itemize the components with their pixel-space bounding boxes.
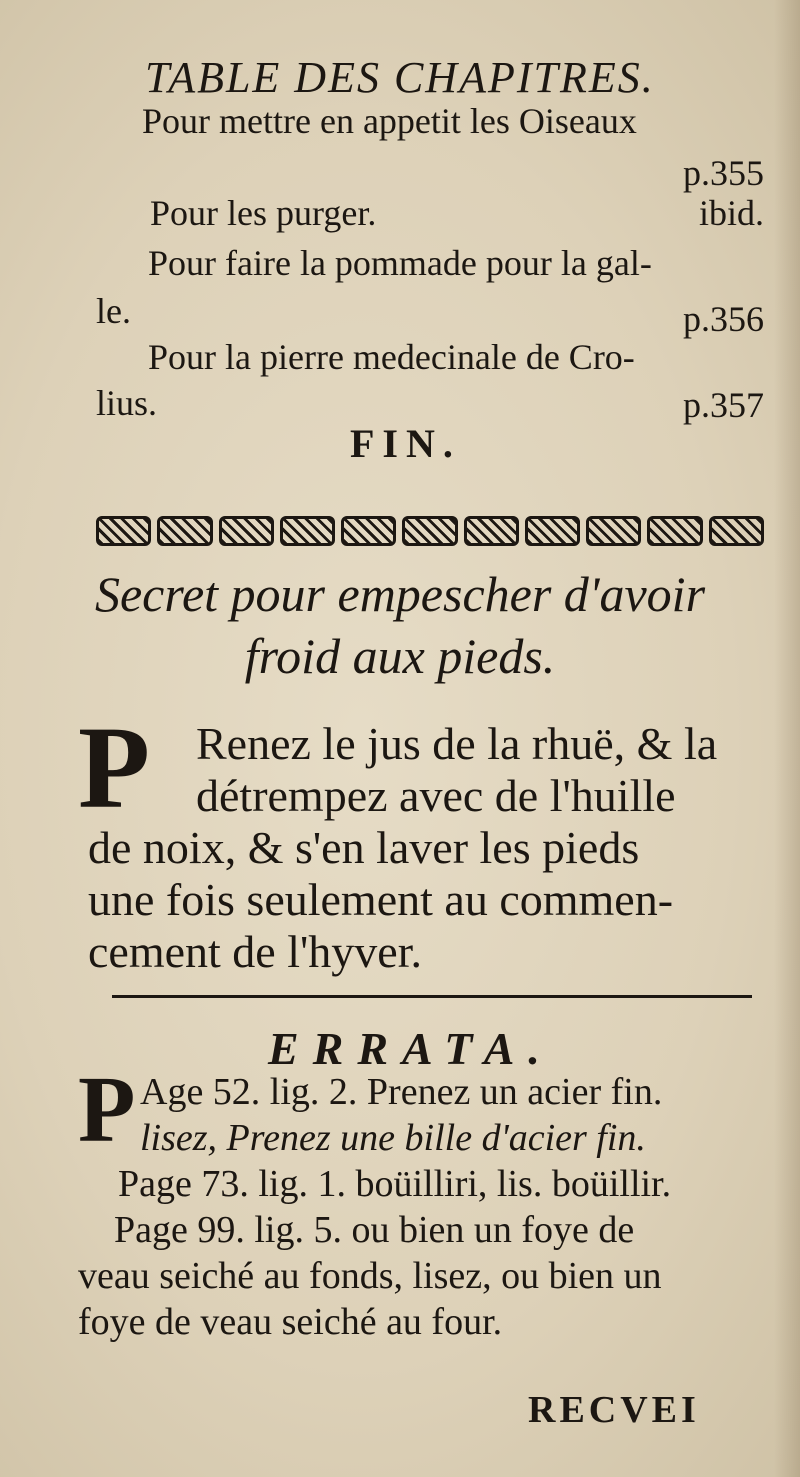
text-line: de noix, & s'en laver les pieds bbox=[88, 822, 640, 873]
ornament-unit bbox=[280, 516, 335, 546]
section-title-line-1: Secret pour empescher d'avoir bbox=[94, 566, 706, 622]
ornament-unit bbox=[157, 516, 212, 546]
text-line: détrempez avec de l'huille bbox=[196, 770, 676, 821]
errata-line: lisez, Prenez une bille d'acier fin. bbox=[140, 1117, 646, 1159]
toc-entry-2-page: ibid. bbox=[698, 193, 764, 233]
errata-line: foye de veau seiché au four. bbox=[78, 1301, 503, 1343]
text-line: cement de l'hyver. bbox=[88, 926, 422, 977]
section-rule bbox=[112, 995, 752, 998]
ornament-unit bbox=[341, 516, 396, 546]
fin-mark: FIN. bbox=[350, 421, 461, 466]
errata-line: Page 73. lig. 1. boüilliri, lis. boüillir. bbox=[118, 1163, 672, 1205]
toc-entry-4-page: p.357 bbox=[683, 385, 764, 425]
printer-ornament-band bbox=[96, 515, 764, 547]
errata-heading: ERRATA. bbox=[268, 1023, 554, 1074]
running-header: TABLE DES CHAPITRES. bbox=[145, 53, 655, 102]
text-line: une fois seulement au commen- bbox=[88, 874, 674, 925]
toc-entry-4-cont: lius. bbox=[96, 383, 158, 423]
ornament-unit bbox=[402, 516, 457, 546]
ornament-unit bbox=[464, 516, 519, 546]
errata-line: veau seiché au fonds, lisez, ou bien un bbox=[78, 1255, 662, 1297]
toc-entry-3: Pour faire la pommade pour la gal- bbox=[148, 243, 652, 283]
toc-entry-1-page: p.355 bbox=[683, 153, 764, 193]
text-line: Renez le jus de la rhuë, & la bbox=[196, 718, 718, 769]
drop-cap: P bbox=[78, 702, 151, 833]
catchword: RECVEI bbox=[528, 1389, 700, 1431]
ornament-unit bbox=[96, 516, 151, 546]
ornament-unit bbox=[219, 516, 274, 546]
ornament-unit bbox=[586, 516, 641, 546]
toc-entry-1: Pour mettre en appetit les Oiseaux bbox=[142, 101, 637, 141]
section-title-line-2: froid aux pieds. bbox=[244, 628, 556, 684]
page-edge-shadow bbox=[774, 0, 800, 1477]
toc-entry-3-page: p.356 bbox=[683, 299, 764, 339]
errata-line: Age 52. lig. 2. Prenez un acier fin. bbox=[140, 1071, 663, 1113]
ornament-unit bbox=[709, 516, 764, 546]
errata-line: Page 99. lig. 5. ou bien un foye de bbox=[114, 1209, 635, 1251]
ornament-unit bbox=[647, 516, 702, 546]
toc-entry-3-cont: le. bbox=[96, 291, 131, 331]
toc-entry-4: Pour la pierre medecinale de Cro- bbox=[148, 337, 635, 377]
ornament-unit bbox=[525, 516, 580, 546]
errata-drop-cap: P bbox=[78, 1058, 136, 1162]
toc-entry-2: Pour les purger. bbox=[150, 193, 377, 233]
